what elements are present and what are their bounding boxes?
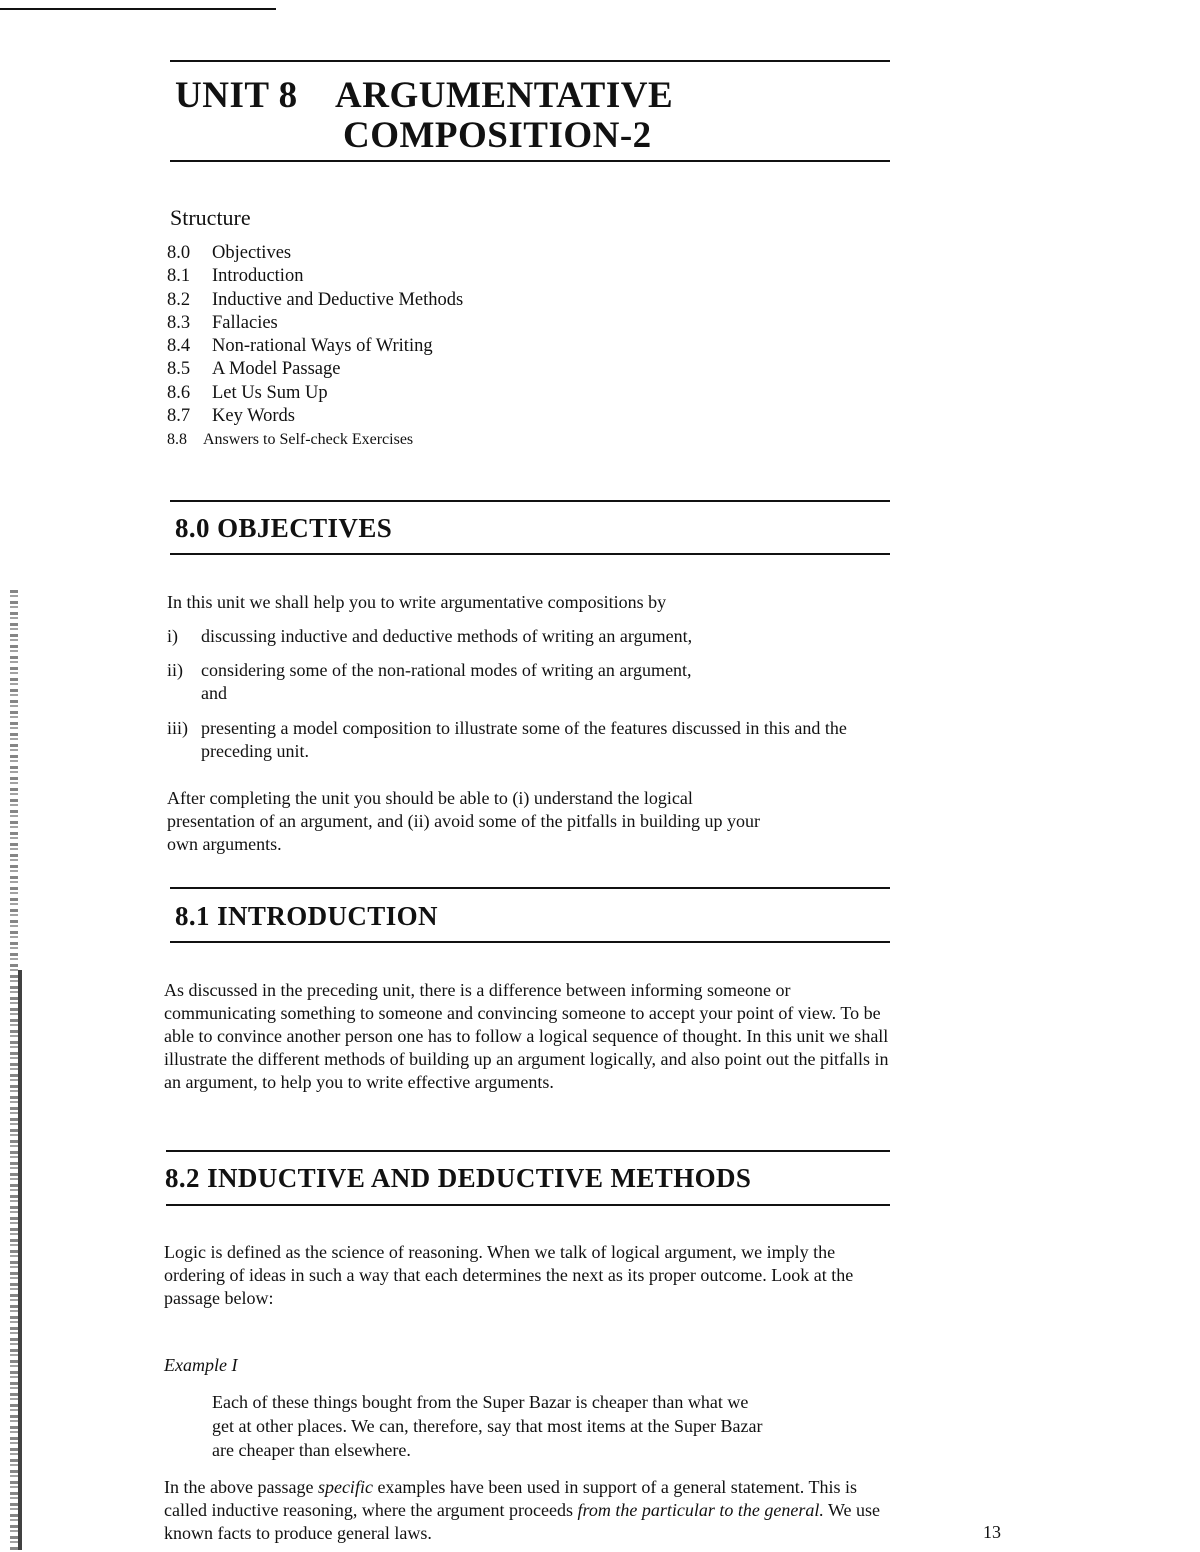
methods-explanation: In the above passage specific examples have been used in support of a general statement. This is called inductive reasoning, where the argument proceeds from the particular to the general. We use known facts to produce general laws. — [164, 1477, 881, 1543]
introduction-heading: 8.1 INTRODUCTION — [175, 901, 438, 931]
title-top-rule — [170, 60, 890, 62]
structure-item: 8.5 A Model Passage — [167, 359, 341, 380]
structure-list — [167, 242, 463, 452]
structure-item: 8.8 Answers to Self-check Exercises — [167, 431, 414, 449]
section-rule-top — [170, 500, 890, 502]
emphasis: specific — [317, 1477, 373, 1497]
example-label: Example I — [164, 1355, 238, 1375]
title-bottom-rule — [170, 160, 890, 162]
methods-body: Logic is defined as the science of reasoning. When we talk of logical argument, we imply the ordering of ideas in such a way that each determines the next as its proper outcome. Look at the passage below: — [164, 1242, 854, 1308]
structure-item: 8.2 Inductive and Deductive Methods — [167, 289, 464, 310]
objectives-heading: 8.0 OBJECTIVES — [175, 513, 393, 543]
section-rule-bottom — [166, 1204, 890, 1206]
unit-title-line1: ARGUMENTATIVE — [335, 75, 674, 116]
structure-item: 8.6 Let Us Sum Up — [167, 382, 328, 403]
structure-item: 8.4 Non-rational Ways of Writing — [167, 336, 433, 357]
unit-title — [175, 75, 674, 156]
introduction-body: As discussed in the preceding unit, there is a difference between informing someone or communicating something to someone and convincing someone to accept your point of view. To be able to convince another person one has to follow a logical sequence of thought. In this unit we shall illustrate the different methods of building up an argument logically, and also point out the pitfalls in an argument, to help you to write effective arguments. — [164, 980, 889, 1092]
unit-number: UNIT 8 — [175, 75, 298, 116]
binding-edge-line — [18, 970, 22, 1550]
objectives-closing: After completing the unit you should be able to (i) understand the logical presentation of an argument, and (ii) avoid some of the pitfalls in building up your own arguments. — [167, 788, 761, 854]
binding-edge-shadow — [10, 590, 18, 1550]
section-rule-top — [166, 1150, 890, 1152]
objectives-intro: In this unit we shall help you to write argumentative compositions by — [167, 592, 667, 612]
page-number: 13 — [983, 1522, 1001, 1542]
section-rule-top — [170, 887, 890, 889]
objective-item: ii) considering some of the non-rational modes of writing an argument, and — [167, 660, 692, 703]
structure-heading: Structure — [170, 205, 251, 230]
top-edge-rule — [0, 8, 276, 10]
emphasis: from the particular to the general. — [577, 1500, 824, 1520]
objective-item: iii) presenting a model composition to illustrate some of the features discussed in this and the preceding unit. — [167, 718, 847, 761]
objective-item: i) discussing inductive and deductive methods of writing an argument, — [167, 626, 693, 646]
structure-item: 8.7 Key Words — [167, 406, 295, 427]
methods-heading: 8.2 INDUCTIVE AND DEDUCTIVE METHODS — [165, 1163, 752, 1193]
structure-item: 8.1 Introduction — [167, 266, 304, 287]
example-passage: Each of these things bought from the Super Bazar is cheaper than what we get at other places. We can, therefore, say that most items at the Super Bazar are cheaper than elsewhere. — [212, 1392, 763, 1460]
section-rule-bottom — [170, 941, 890, 943]
structure-item: 8.0 Objectives — [167, 243, 292, 263]
section-rule-bottom — [170, 553, 890, 555]
unit-title-line2: COMPOSITION-2 — [343, 115, 652, 156]
structure-item: 8.3 Fallacies — [167, 312, 278, 333]
